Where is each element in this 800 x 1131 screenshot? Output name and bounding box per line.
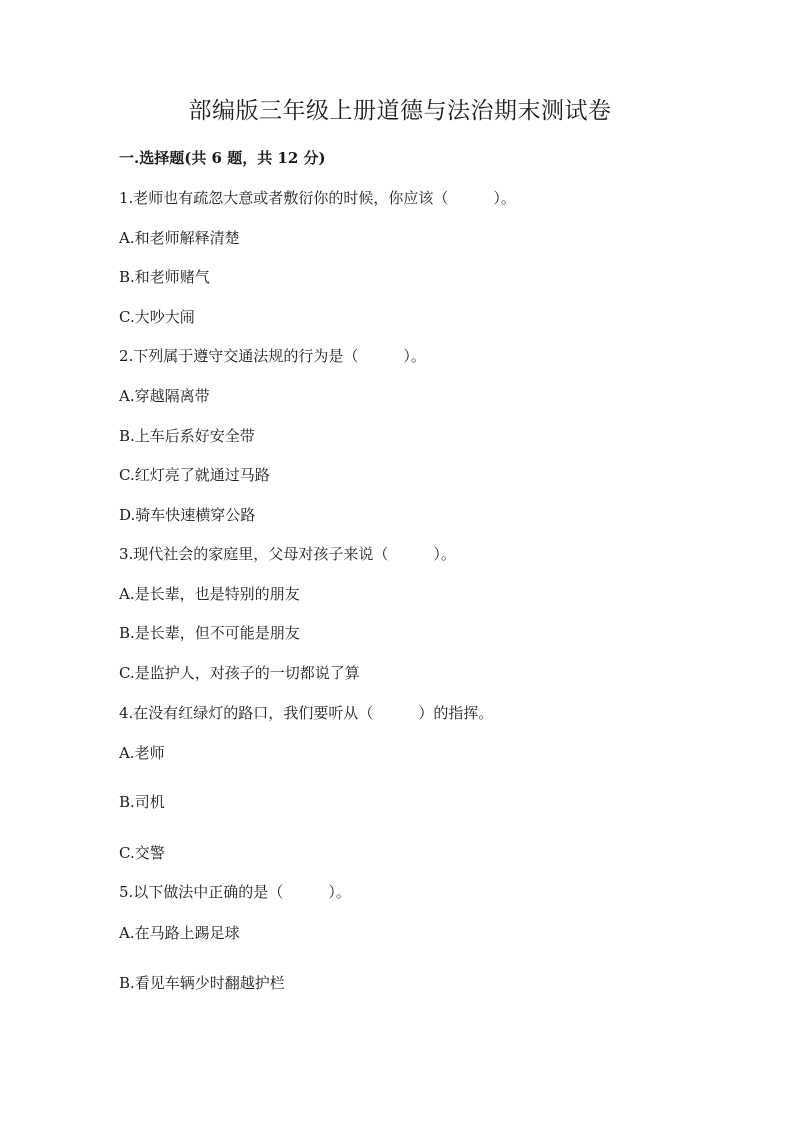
question-2-option-a: A.穿越隔离带	[119, 387, 210, 405]
question-4-option-c: C.交警	[119, 844, 165, 862]
question-4-option-a: A.老师	[119, 744, 165, 762]
question-1-option-b: B.和老师赌气	[119, 268, 210, 286]
question-5-option-b: B.看见车辆少时翻越护栏	[119, 974, 285, 992]
question-3-stem: 3.现代社会的家庭里，父母对孩子来说（ ）。	[119, 545, 456, 563]
question-1-option-a: A.和老师解释清楚	[119, 229, 240, 247]
question-1-stem: 1.老师也有疏忽大意或者敷衍你的时候，你应该（ ）。	[119, 189, 516, 207]
question-3-option-c: C.是监护人，对孩子的一切都说了算	[119, 664, 360, 682]
question-2-option-b: B.上车后系好安全带	[119, 427, 255, 445]
page-title: 部编版三年级上册道德与法治期末测试卷	[188, 98, 612, 124]
question-5-option-a: A.在马路上踢足球	[119, 924, 240, 942]
question-2-option-d: D.骑车快速横穿公路	[119, 506, 256, 524]
question-2-stem: 2.下列属于遵守交通法规的行为是（ ）。	[119, 347, 426, 365]
question-1-option-c: C.大吵大闹	[119, 308, 195, 326]
section-heading: 一.选择题(共 6 题，共 12 分)	[119, 149, 326, 167]
question-3-option-a: A.是长辈，也是特别的朋友	[119, 585, 300, 603]
question-3-option-b: B.是长辈，但不可能是朋友	[119, 624, 300, 642]
question-4-stem: 4.在没有红绿灯的路口，我们要听从（ ）的指挥。	[119, 704, 494, 722]
question-4-option-b: B.司机	[119, 793, 165, 811]
question-5-stem: 5.以下做法中正确的是（ ）。	[119, 883, 351, 901]
question-2-option-c: C.红灯亮了就通过马路	[119, 466, 270, 484]
